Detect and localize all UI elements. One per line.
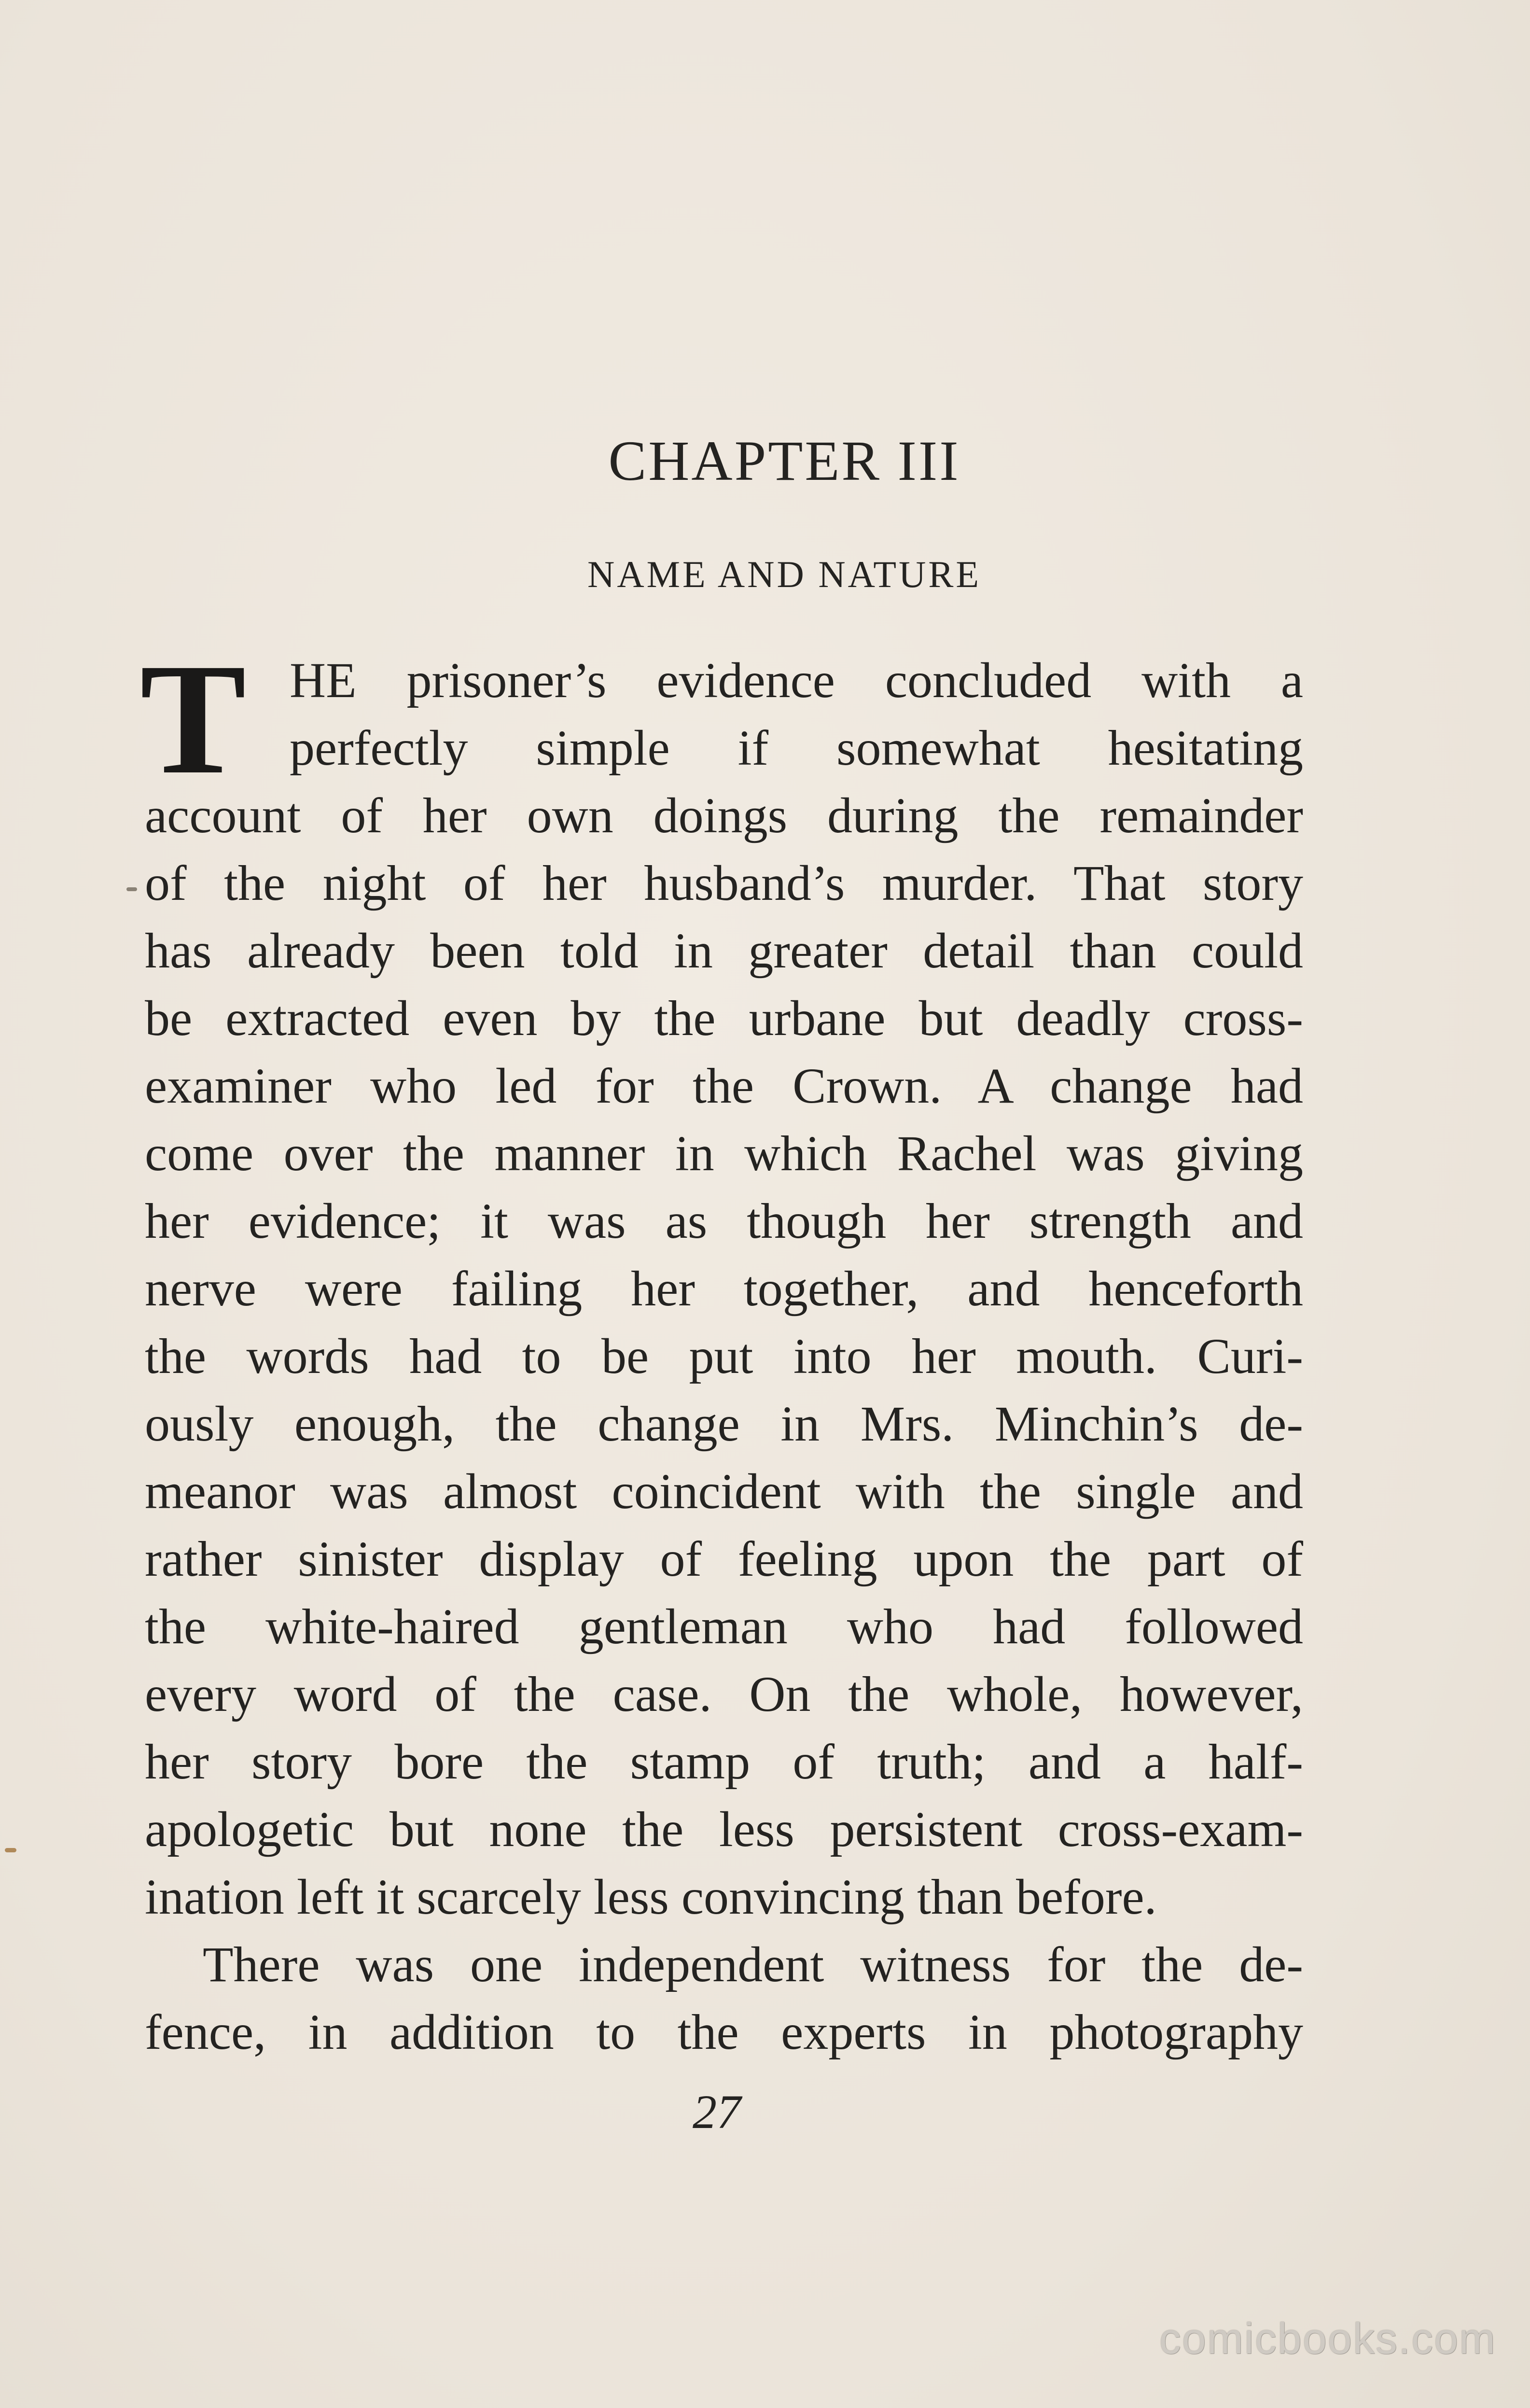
- text-line: examiner who led for the Crown. A change had: [145, 1058, 1303, 1114]
- text-line: her story bore the stamp of truth; and a half-: [145, 1734, 1303, 1790]
- text-line: There was one independent witness for the de-: [203, 1937, 1303, 1992]
- text-line: apologetic but none the less persistent cross-exam-: [145, 1802, 1303, 1857]
- text-line: has already been told in greater detail than could: [145, 923, 1303, 979]
- watermark: comicbooks.com: [1159, 2315, 1496, 2363]
- margin-mark: [5, 1848, 16, 1852]
- margin-mark: [126, 887, 137, 891]
- text-line: nerve were failing her together, and henceforth: [145, 1261, 1303, 1316]
- text-line: be extracted even by the urbane but deadly cross-: [145, 991, 1303, 1046]
- text-line: every word of the case. On the whole, however,: [145, 1666, 1303, 1722]
- text-line: HE prisoner’s evidence concluded with a: [290, 653, 1303, 708]
- drop-cap: T: [140, 631, 247, 807]
- chapter-title: CHAPTER III: [608, 429, 960, 492]
- text-line: account of her own doings during the remainder: [145, 788, 1303, 843]
- text-line: of the night of her husband’s murder. That story: [145, 855, 1303, 911]
- text-line: come over the manner in which Rachel was giving: [145, 1126, 1303, 1181]
- text-line: her evidence; it was as though her strength and: [145, 1193, 1303, 1249]
- text-line: meanor was almost coincident with the single and: [145, 1464, 1303, 1519]
- page-number: 27: [693, 2085, 741, 2139]
- chapter-subtitle: NAME AND NATURE: [587, 553, 981, 595]
- text-line: ination left it scarcely less convincing than before.: [145, 1869, 1157, 1925]
- text-line: ously enough, the change in Mrs. Minchin’s de-: [145, 1396, 1303, 1452]
- text-line: fence, in addition to the experts in photography: [145, 2004, 1303, 2060]
- text-line: the white-haired gentleman who had followed: [145, 1599, 1303, 1654]
- text-line: perfectly simple if somewhat hesitating: [290, 720, 1303, 776]
- text-line: rather sinister display of feeling upon the part of: [145, 1531, 1303, 1587]
- text-line: the words had to be put into her mouth. Curi-: [145, 1329, 1303, 1384]
